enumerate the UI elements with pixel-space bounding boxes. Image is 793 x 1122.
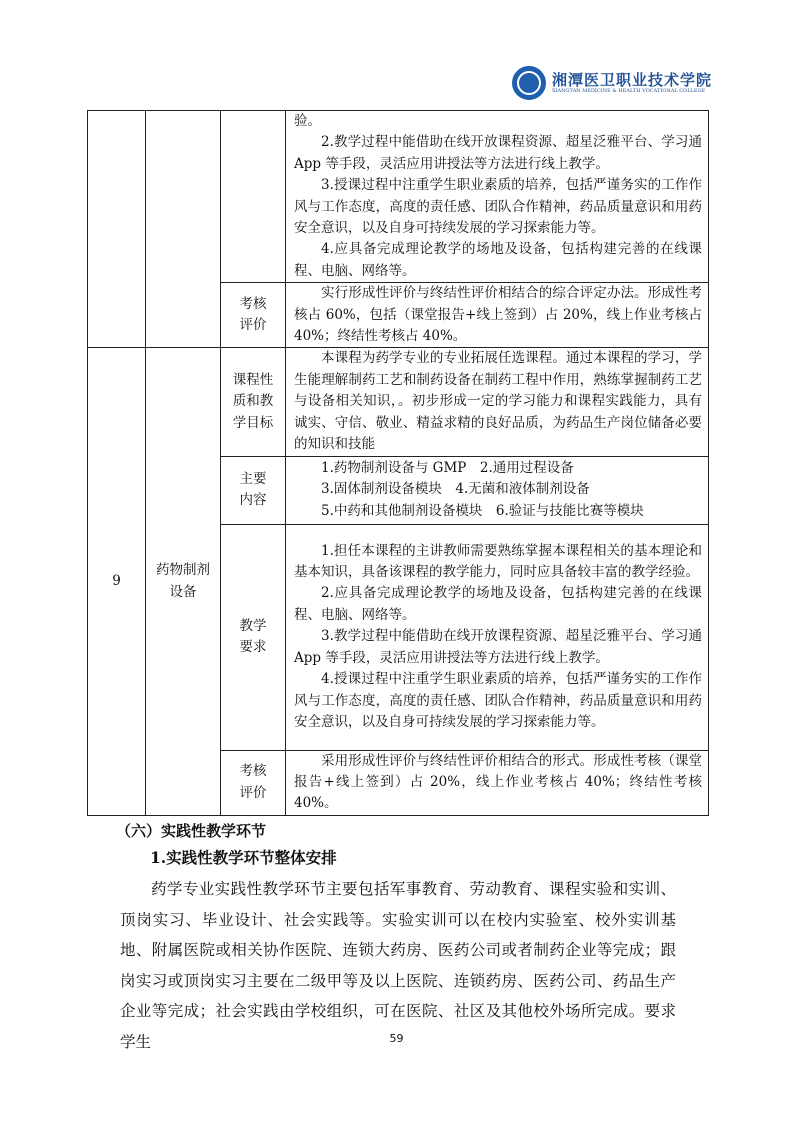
content-list: 1.药物制剂设备与 GMP 2.通用过程设备 3.固体制剂设备模块 4.无菌和液体制剂设备 5.中药和其他制剂设备模块 6.验证与技能比赛等模块 bbox=[286, 456, 709, 524]
section-heading: （六）实践性教学环节 bbox=[116, 822, 267, 840]
course-table bbox=[87, 110, 709, 816]
nature-label: 课程性质和教学目标 bbox=[232, 371, 274, 431]
logo-english: XIANGTAN MEDICINE & HEALTH VOCATIONAL COLLEGE bbox=[552, 88, 706, 94]
assessment-text: 实行形成性评价与终结性评价相结合的综合评定办法。形成性考核占 60%，包括（课堂报告+线上签到）占 20%，线上作业考核占 40%；终结性考核占 40%。 bbox=[286, 283, 709, 348]
req-label: 教学要求 bbox=[239, 617, 267, 655]
table-row bbox=[88, 111, 709, 283]
teaching-requirements-prev: 验。 2.教学过程中能借助在线开放课程资源、超星泛雅平台、学习通 App 等手段，灵活应用讲授法等方法进行线上教学。 3.授课过程中注重学生职业素质的培养，包括严谨务实的工作作风与工作态度，高度的责任感、团队合作精神，药品质量意识和用药安全意识，以及自身可持续发展的学习探索能力等。 4.应具备完成理论教学的场地及设备，包括构建完善的在线课程、电脑、网络等。 bbox=[286, 111, 709, 283]
course-number: 9 bbox=[88, 348, 146, 815]
assess-label: 考核评价 bbox=[239, 295, 267, 334]
assess-label: 考核评价 bbox=[239, 763, 267, 801]
logo-name: 湘潭医卫职业技术学院 bbox=[552, 71, 713, 89]
body-paragraph: 药学专业实践性教学环节主要包括军事教育、劳动教育、课程实验和实训、顶岗实习、毕业设计、社会实践等。实验实训可以在校内实验室、校外实训基地、附属医院或相关协作医院、连锁大药房、医药公司或者制药企业等完成；跟岗实习或顶岗实习主要在二级甲等及以上医院、连锁药房、医药公司、药品生产企业等完成；社会实践由学校组织，可在医院、社区及其他校外场所完成。要求学生 bbox=[120, 880, 676, 1051]
course-name: 药物制剂设备 bbox=[156, 562, 210, 600]
college-logo bbox=[512, 66, 712, 100]
content-label: 主要内容 bbox=[239, 470, 267, 508]
college-seal-icon bbox=[512, 66, 546, 100]
teaching-requirements: 1.担任本课程的主讲教师需要熟练掌握本课程相关的基本理论和基本知识，具备该课程的教学能力，同时应具备较丰富的教学经验。 2.应具备完成理论教学的场地及设备，包括构建完善的在线课程、电脑、网络等。 3.教学过程中能借助在线开放课程资源、超星泛雅平台、学习通 App 等手段，灵活应用讲授法等方法进行线上教学。 4.授课过程中注重学生职业素质的培养，包括严谨务实的工作作风与工作态度，高度的责任感、团队合作精神，药品质量意识和用药安全意识，以及自身可持续发展的学习探索能力等。 bbox=[286, 524, 709, 750]
subsection-heading: 1.实践性教学环节整体安排 bbox=[150, 848, 337, 867]
assessment-text: 采用形成性评价与终结性评价相结合的形式。形成性考核（课堂报告+线上签到）占 20%，线上作业考核占 40%；终结性考核 40%。 bbox=[286, 750, 709, 815]
page-number: 59 bbox=[389, 1032, 404, 1045]
nature-text: 本课程为药学专业的专业拓展任选课程。通过本课程的学习，学生能理解制药工艺和制药设备在制药工程中作用，熟练掌握制药工艺与设备相关知识，。初步形成一定的学习能力和课程实践能力，具有诚实、守信、敬业、精益求精的良好品质，为药品生产岗位储备必要的知识和技能 bbox=[286, 348, 709, 456]
table-row bbox=[88, 348, 709, 456]
